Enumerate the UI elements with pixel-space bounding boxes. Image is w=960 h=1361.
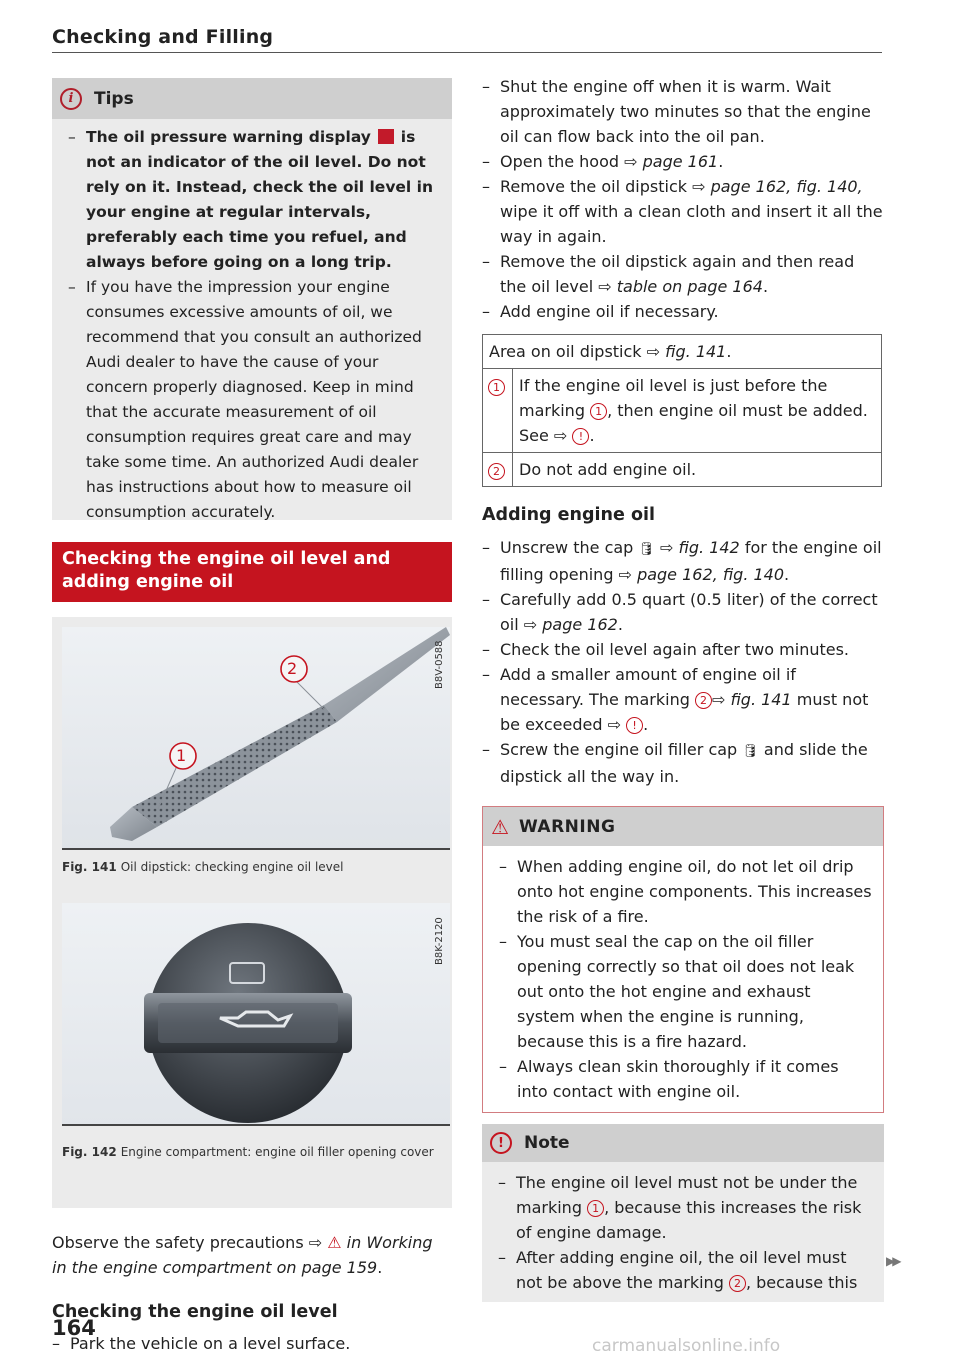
checking-steps-right (482, 74, 884, 324)
step-text: Open the hood ⇨ (500, 152, 638, 171)
page-title: Checking and Filling (52, 26, 274, 48)
note-text: , because this increases the risk of engine damage. (516, 1198, 862, 1242)
table-cell-value: If the engine oil level is just before the marking (519, 376, 828, 420)
tips-item-text: is not an indicator of the oil level. Do not rely on it. Instead, check the oil level in your engine at regular intervals, preferably each time you refuel, and always before going on a long trip. (86, 128, 433, 271)
step-text: . (643, 715, 649, 734)
watermark: carmanualsonline.info (592, 1336, 781, 1356)
section-title: Checking the engine oil level and adding engine oil (52, 542, 452, 602)
note-ref-icon[interactable]: ! (572, 428, 589, 445)
table-header (483, 335, 737, 368)
page-ref-link[interactable]: page 162, fig. 140 (637, 565, 785, 584)
marker-2-badge: 2 (695, 692, 712, 709)
oil-cap-illustration (62, 903, 450, 1126)
step-text: Add a smaller amount of engine oil if necessary. The marking (500, 665, 796, 709)
note-text: The engine oil level must not be under the marking (516, 1173, 858, 1217)
figure-caption-text: Oil dipstick: checking engine oil level (120, 860, 344, 874)
checking-steps-left (52, 1331, 452, 1356)
figure-ref-link[interactable]: fig. 141 (730, 690, 792, 709)
table-cell-text: Do not add engine oil. (519, 460, 697, 479)
step-item (482, 149, 884, 174)
step-text: . (784, 565, 790, 584)
note-ref-icon[interactable]: ! (626, 717, 643, 734)
table-header-row (483, 335, 881, 368)
step-item: – Shut the engine off when it is warm. Wait approximately two minutes so that the engine oil can flow back into the oil pan. (482, 74, 884, 149)
warning-header (483, 807, 883, 846)
oil-pressure-warning-icon (378, 129, 394, 144)
note-list (482, 1162, 884, 1295)
page-ref-link[interactable]: page 162 (542, 615, 618, 634)
note-header (482, 1124, 884, 1162)
adding-heading: Adding engine oil (482, 505, 655, 525)
warning-item: – Always clean skin thoroughly if it comes into contact with engine oil. (499, 1054, 873, 1104)
table-row (483, 452, 881, 486)
step-item: – Check the oil level again after two minutes. (482, 637, 884, 662)
tips-list (52, 119, 452, 525)
note-item (498, 1170, 874, 1245)
table-cell-number (483, 453, 513, 486)
step-item (482, 174, 884, 249)
step-text: Unscrew the cap (500, 538, 634, 557)
page-number: 164 (52, 1316, 96, 1340)
marker-2-badge: 2 (729, 1275, 746, 1292)
table-header-text: Area on oil dipstick ⇨ (489, 342, 661, 361)
step-item: – Add engine oil if necessary. (482, 299, 884, 324)
note-text: After adding engine oil, the oil level must not be above the marking (516, 1248, 847, 1292)
table-header-text: . (726, 342, 732, 361)
table-cell-value: , then engine oil must be added. See ⇨ (519, 401, 868, 445)
figure-label: Fig. 142 (62, 1145, 117, 1159)
page-header (52, 26, 882, 53)
figure-marker-2: 2 (287, 659, 298, 678)
oil-can-icon: 🛢 (742, 744, 759, 759)
table-row (483, 368, 881, 452)
step-item (482, 662, 884, 737)
figure-141-image (62, 627, 450, 850)
checking-heading: Checking the engine oil level (52, 1302, 338, 1322)
continue-arrow-icon[interactable]: ▶▶ (886, 1254, 899, 1268)
step-item (482, 249, 884, 299)
step-text: . (617, 615, 623, 634)
step-text: for the engine oil filling opening ⇨ (500, 538, 882, 584)
warning-box (482, 806, 884, 1113)
step-item: – Park the vehicle on a level surface. (52, 1331, 452, 1356)
oil-can-icon: 🛢 (638, 542, 655, 557)
tips-item (68, 275, 440, 525)
note-text: , because this (745, 1273, 858, 1292)
right-column (482, 74, 884, 1302)
figures-panel (52, 617, 452, 1208)
page-ref-link[interactable]: page 162, fig. 140, (710, 177, 863, 196)
note-box (482, 1124, 884, 1302)
step-text: . (762, 277, 769, 296)
tips-item (68, 125, 440, 275)
figure-ref-link[interactable]: fig. 141 (665, 342, 727, 361)
warning-triangle-icon: ⚠ (491, 814, 509, 839)
figure-marker-1: 1 (176, 746, 187, 765)
marker-1-badge: 1 (590, 403, 607, 420)
note-title: Note (524, 1133, 570, 1153)
step-item (482, 737, 884, 789)
note-icon: ! (490, 1132, 512, 1154)
dipstick-illustration (62, 627, 450, 850)
marker-2-badge: 2 (488, 463, 505, 480)
tips-header (52, 78, 452, 119)
safety-text: . (377, 1258, 383, 1277)
figure-code: B8V-0588 (434, 640, 445, 689)
figure-code: B8K-2120 (434, 917, 445, 965)
note-item (498, 1245, 874, 1295)
tips-title: Tips (94, 88, 134, 109)
tips-item-text: The oil pressure warning display (86, 128, 371, 146)
step-text: must not be exceeded ⇨ (500, 690, 869, 734)
step-text: ⇨ (711, 690, 726, 709)
figure-142-image (62, 903, 450, 1126)
table-cell-value: . (589, 426, 595, 445)
table-cell-text (513, 369, 881, 452)
step-text: Screw the engine oil filler cap (500, 740, 738, 759)
figure-caption-text: Engine compartment: engine oil filler opening cover (120, 1145, 434, 1159)
dipstick-table (482, 334, 882, 487)
warning-item: – You must seal the cap on the oil filler opening correctly so that oil does not leak out onto the hot engine and exhaust system when the engine is running, because this is a fire hazard. (499, 929, 873, 1054)
figure-142-caption (62, 1142, 442, 1162)
step-text: . (718, 152, 724, 171)
step-text: ⇨ (660, 538, 674, 557)
step-text: Remove the oil dipstick ⇨ (500, 177, 706, 196)
safety-paragraph (52, 1230, 452, 1280)
adding-steps (482, 535, 884, 789)
step-text: wipe it off with a clean cloth and insert it all the way in again. (500, 202, 883, 246)
safety-ref-link[interactable]: in Working in the engine compartment on page 159 (52, 1233, 433, 1277)
figure-141-caption (62, 857, 450, 877)
step-item (482, 587, 884, 637)
page-ref-link[interactable]: page 161 (642, 152, 719, 171)
step-text: and slide the dipstick all the way in. (500, 740, 868, 786)
figure-label: Fig. 141 (62, 860, 117, 874)
warning-triangle-icon: ⚠ (327, 1233, 342, 1252)
safety-text: Observe the safety precautions ⇨ (52, 1233, 323, 1252)
figure-ref-link[interactable]: fig. 142 (678, 538, 740, 557)
warning-item: – When adding engine oil, do not let oil drip onto hot engine components. This increases the risk of a fire. (499, 854, 873, 929)
step-text: Remove the oil dipstick again and then read the oil level ⇨ (500, 252, 855, 296)
tips-box (52, 78, 452, 520)
table-cell-number (483, 369, 513, 452)
left-column (52, 78, 452, 1356)
step-item (482, 535, 884, 587)
marker-1-badge: 1 (488, 379, 505, 396)
table-ref-link[interactable]: table on page 164 (616, 277, 763, 296)
marker-1-badge: 1 (587, 1200, 604, 1217)
warning-list (483, 846, 883, 1112)
tips-item-text: If you have the impression your engine consumes excessive amounts of oil, we recommend that you consult an authorized Audi dealer to have the cause of your concern properly diagnosed. Keep in mind that the accurate measurement of oil consumption requires great care and may take some time. An authorized Audi dealer has instructions about how to measure oil consumption accurately. (86, 278, 422, 521)
step-text: Carefully add 0.5 quart (0.5 liter) of the correct oil ⇨ (500, 590, 878, 634)
info-icon: i (60, 88, 82, 110)
warning-title: WARNING (518, 816, 616, 837)
